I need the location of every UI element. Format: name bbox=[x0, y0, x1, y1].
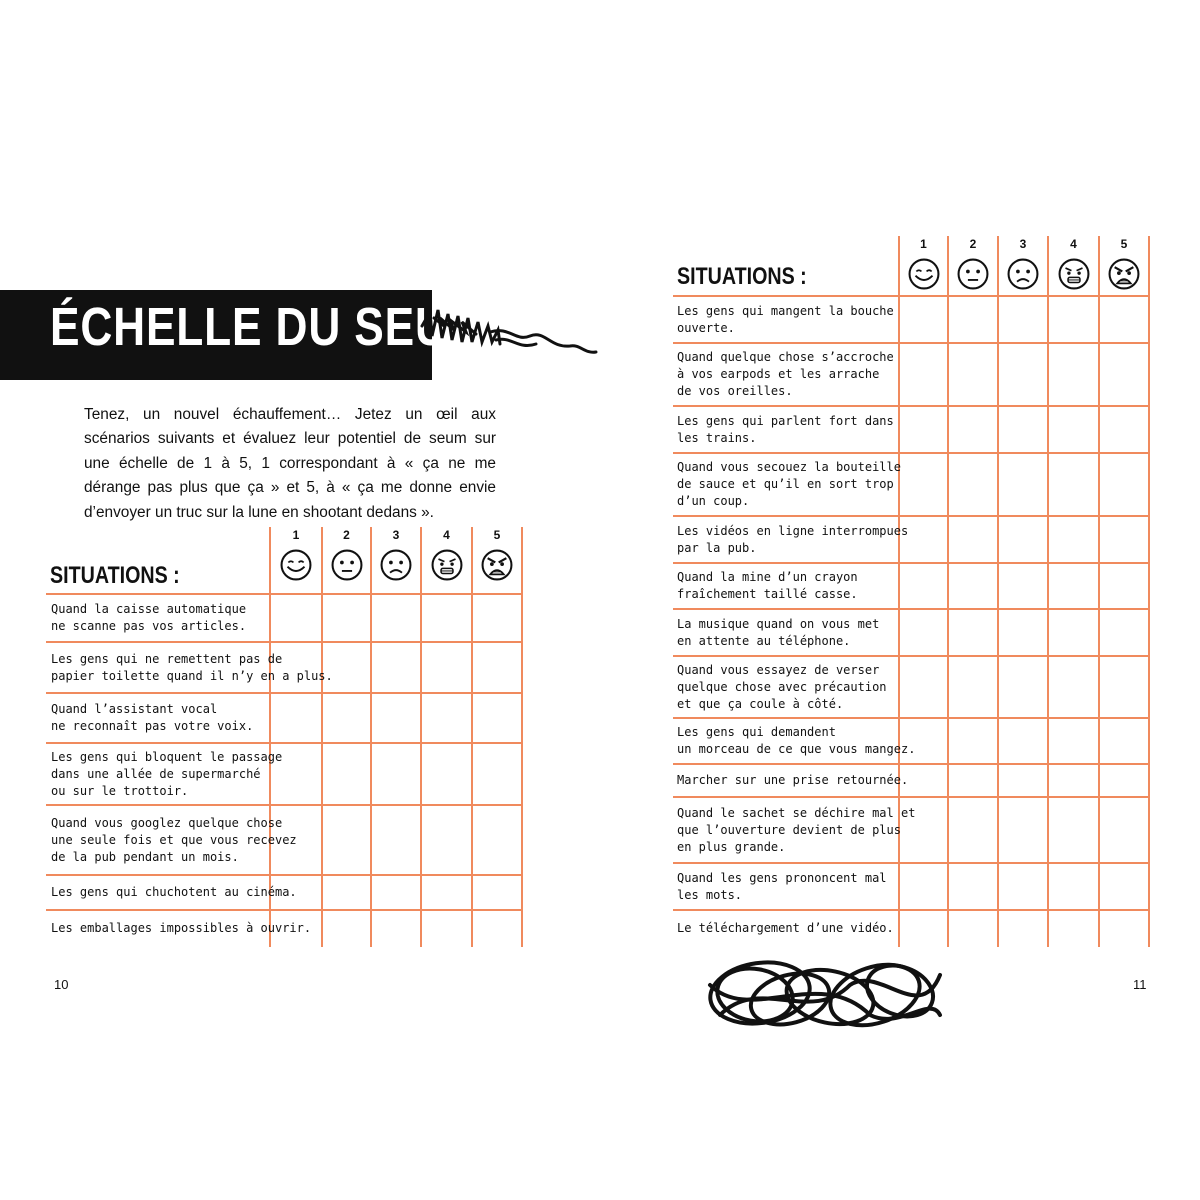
scale-number-3: 3 bbox=[1019, 237, 1027, 251]
situation-row-label: Les gens qui chuchotent au cinéma. bbox=[51, 885, 297, 899]
rating-cell-1[interactable] bbox=[901, 658, 946, 716]
rating-cell-1[interactable] bbox=[901, 565, 946, 607]
situation-row-label: Les gens qui demandent un morceau de ce que vous mangez. bbox=[677, 725, 916, 756]
situation-row-label: Quand la caisse automatique ne scanne pas vos articles. bbox=[51, 602, 247, 633]
rating-cell-5[interactable] bbox=[1101, 518, 1147, 561]
rating-cell-5[interactable] bbox=[1101, 565, 1147, 607]
smiling-face-icon bbox=[907, 257, 941, 295]
page-title: ÉCHELLE DU SEUM bbox=[50, 297, 486, 357]
situation-row-label: Le téléchargement d’une vidéo. bbox=[677, 921, 894, 935]
rating-cell-5[interactable] bbox=[1101, 766, 1147, 795]
situation-row-label: Les gens qui ne remettent pas de papier toilette quand il n’y en a plus. bbox=[51, 651, 333, 683]
rating-cell-4[interactable] bbox=[1050, 565, 1097, 607]
rating-cell-2[interactable] bbox=[950, 518, 996, 561]
rating-cell-5[interactable] bbox=[1101, 611, 1147, 654]
rating-cell-3[interactable] bbox=[1000, 658, 1046, 716]
rating-cell-5[interactable] bbox=[1101, 298, 1147, 341]
rating-cell-3[interactable] bbox=[1000, 345, 1046, 404]
situations-heading-right: SITUATIONS : bbox=[677, 263, 807, 290]
scale-number-2: 2 bbox=[969, 237, 977, 251]
situations-heading-left: SITUATIONS : bbox=[50, 562, 180, 589]
situation-row-label: Les vidéos en ligne interrompues par la pub. bbox=[677, 523, 909, 555]
rating-cell-3[interactable] bbox=[1000, 611, 1046, 654]
bottom-scribble-icon bbox=[700, 955, 950, 1035]
situation-row-label: Les gens qui bloquent le passage dans une allée de supermarché ou sur le trottoir. bbox=[51, 749, 283, 798]
rating-cell-1[interactable] bbox=[901, 345, 946, 404]
rating-cell-4[interactable] bbox=[1050, 518, 1097, 561]
rating-cell-5[interactable] bbox=[1101, 345, 1147, 404]
rating-cell-1[interactable] bbox=[901, 298, 946, 341]
rating-cell-5[interactable] bbox=[1101, 865, 1147, 908]
rating-cell-1[interactable] bbox=[901, 518, 946, 561]
rating-cell-1[interactable] bbox=[901, 720, 946, 762]
situation-row-label: Quand les gens prononcent mal les mots. bbox=[677, 870, 887, 902]
scale-number-3: 3 bbox=[392, 528, 400, 542]
scale-number-1: 1 bbox=[292, 528, 300, 542]
situation-row-label: Quand la mine d’un crayon fraîchement taillé casse. bbox=[677, 570, 858, 601]
rating-cell-5[interactable] bbox=[1101, 799, 1147, 861]
rating-cell-4[interactable] bbox=[1050, 658, 1097, 716]
intro-paragraph: Tenez, un nouvel échauffement… Jetez un œil aux scénarios suivants et évaluez leur potentiel de seum sur une échelle de 1 à 5, 1 correspondant à « ça ne me dérange pas plus que ça » et 5, à « ça me donne envie d’envoyer un truc sur la lune en shootant dedans ». bbox=[84, 406, 496, 521]
rating-cell-2[interactable] bbox=[950, 565, 996, 607]
situation-row-label: Quand vous googlez quelque chose une seule fois et que vous recevez de la pub pendant un mois. bbox=[51, 815, 297, 864]
scale-number-2: 2 bbox=[343, 528, 350, 542]
rating-cell-4[interactable] bbox=[1050, 455, 1097, 514]
furious-face-icon bbox=[1107, 257, 1141, 295]
rating-cell-1[interactable] bbox=[901, 611, 946, 654]
rating-cell-4[interactable] bbox=[1050, 611, 1097, 654]
situation-row-label: Quand l’assistant vocal ne reconnaît pas votre voix. bbox=[51, 702, 254, 733]
rating-cell-2[interactable] bbox=[950, 865, 996, 908]
rating-cell-1[interactable] bbox=[901, 408, 946, 451]
rating-cell-2[interactable] bbox=[950, 912, 996, 945]
rating-cell-2[interactable] bbox=[950, 345, 996, 404]
rating-cell-2[interactable] bbox=[950, 408, 996, 451]
rating-cell-3[interactable] bbox=[1000, 298, 1046, 341]
neutral-face-icon bbox=[956, 257, 990, 295]
scale-number-5: 5 bbox=[1120, 237, 1128, 251]
rating-cell-3[interactable] bbox=[1000, 518, 1046, 561]
rating-cell-3[interactable] bbox=[1000, 565, 1046, 607]
frowning-face-icon bbox=[1006, 257, 1040, 295]
rating-cell-1[interactable] bbox=[901, 799, 946, 861]
rating-cell-3[interactable] bbox=[1000, 766, 1046, 795]
rating-cell-2[interactable] bbox=[950, 455, 996, 514]
rating-cell-3[interactable] bbox=[1000, 865, 1046, 908]
situation-row-label: La musique quand on vous met en attente au téléphone. bbox=[677, 616, 880, 648]
scale-number-4: 4 bbox=[443, 528, 450, 542]
scale-number-1: 1 bbox=[920, 237, 927, 251]
situation-row-label: Marcher sur une prise retournée. bbox=[677, 773, 909, 787]
rating-cell-1[interactable] bbox=[901, 766, 946, 795]
situation-row-label: Les gens qui mangent la bouche ouverte. bbox=[677, 303, 894, 335]
rating-cell-4[interactable] bbox=[1050, 720, 1097, 762]
rating-cell-3[interactable] bbox=[1000, 720, 1046, 762]
situation-row-label: Les gens qui parlent fort dans les trains. bbox=[677, 413, 894, 445]
rating-cell-3[interactable] bbox=[1000, 408, 1046, 451]
rating-cell-4[interactable] bbox=[1050, 766, 1097, 795]
rating-cell-5[interactable] bbox=[1101, 912, 1147, 945]
scale-number-5: 5 bbox=[493, 528, 501, 542]
rating-cell-4[interactable] bbox=[1050, 799, 1097, 861]
rating-cell-2[interactable] bbox=[950, 766, 996, 795]
rating-cell-4[interactable] bbox=[1050, 345, 1097, 404]
rating-cell-4[interactable] bbox=[1050, 298, 1097, 341]
rating-cell-2[interactable] bbox=[950, 298, 996, 341]
page-number-right: 11 bbox=[1133, 977, 1147, 992]
angry-face-icon bbox=[1057, 257, 1091, 295]
rating-cell-5[interactable] bbox=[1101, 408, 1147, 451]
situation-row-label: Quand quelque chose s’accroche à vos earpods et les arrache de vos oreilles. bbox=[677, 350, 894, 398]
rating-cell-5[interactable] bbox=[1101, 658, 1147, 716]
rating-cell-4[interactable] bbox=[1050, 408, 1097, 451]
situation-row-label: Quand vous essayez de verser quelque chose avec précaution et que ça coule à côté. bbox=[677, 662, 887, 711]
rating-cell-2[interactable] bbox=[950, 799, 996, 861]
rating-cell-3[interactable] bbox=[1000, 912, 1046, 945]
rating-cell-5[interactable] bbox=[1101, 455, 1147, 514]
rating-cell-1[interactable] bbox=[901, 912, 946, 945]
rating-cell-3[interactable] bbox=[1000, 799, 1046, 861]
situation-row-label: Quand le sachet se déchire mal et que l’ouverture devient de plus en plus grande. bbox=[677, 805, 916, 854]
rating-cell-3[interactable] bbox=[1000, 455, 1046, 514]
situation-row-label: Les emballages impossibles à ouvrir. bbox=[51, 921, 312, 935]
scale-number-4: 4 bbox=[1070, 237, 1077, 251]
rating-cell-4[interactable] bbox=[1050, 865, 1097, 908]
rating-cell-2[interactable] bbox=[950, 658, 996, 716]
page-number-left: 10 bbox=[54, 977, 69, 992]
rating-cell-1[interactable] bbox=[901, 865, 946, 908]
rating-cell-4[interactable] bbox=[1050, 912, 1097, 945]
rating-cell-2[interactable] bbox=[950, 611, 996, 654]
rating-cell-2[interactable] bbox=[950, 720, 996, 762]
situation-row-label: Quand vous secouez la bouteille de sauce et qu’il en sort trop d’un coup. bbox=[677, 460, 901, 508]
rating-cell-1[interactable] bbox=[901, 455, 946, 514]
rating-cell-5[interactable] bbox=[1101, 720, 1147, 762]
